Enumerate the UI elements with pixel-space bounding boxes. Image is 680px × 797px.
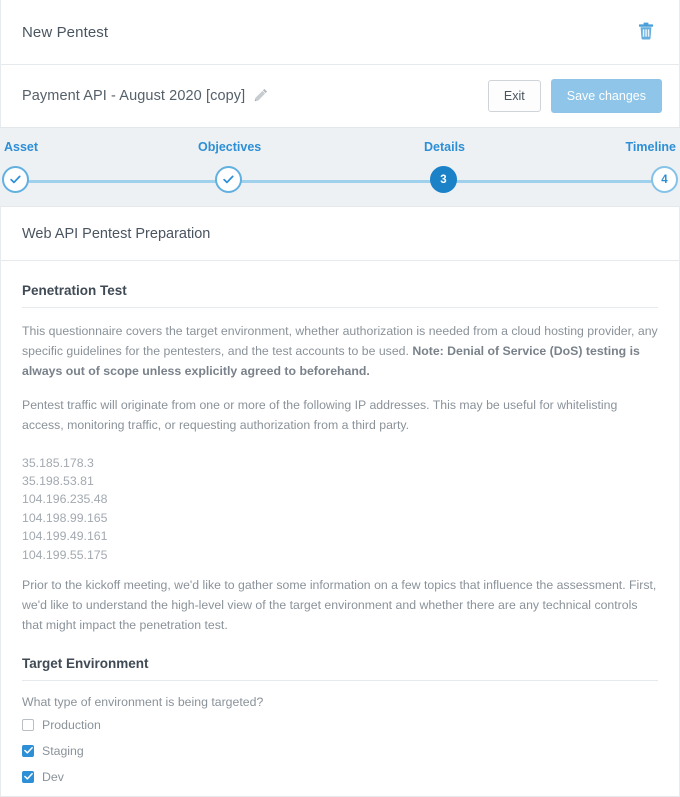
step-circle-details[interactable]	[430, 166, 457, 193]
step-circle-timeline[interactable]	[651, 166, 678, 193]
checkbox-label-staging[interactable]: Staging	[42, 743, 84, 758]
step-label-objectives[interactable]: Objectives	[198, 140, 262, 154]
checkbox-row-production[interactable]	[22, 718, 658, 732]
checkbox-staging[interactable]	[22, 745, 34, 757]
questionnaire-panel	[0, 206, 680, 797]
ip-intro-paragraph: Pentest traffic will originate from one or more of the following IP addresses. This may be useful for whitelisting access, monitoring traffic, or requesting authorization from a third party.	[22, 397, 618, 432]
stepper-labels	[2, 128, 678, 160]
intro-paragraph-note: Note: Denial of Service (DoS) testing is always out of scope unless explicitly agreed to beforehand.	[22, 343, 640, 378]
list-item: 104.196.235.48	[22, 492, 108, 507]
section-title-target-environment: Target Environment	[22, 650, 658, 681]
panel-header	[1, 207, 679, 261]
page-title: New Pentest	[22, 23, 109, 41]
step-circle-objectives[interactable]	[215, 166, 242, 193]
section-title-penetration-test: Penetration Test	[22, 277, 658, 308]
stepper-circles	[0, 166, 680, 196]
checkbox-label-dev[interactable]: Dev	[42, 769, 64, 784]
list-item: 35.185.178.3	[22, 455, 94, 470]
top-card	[0, 0, 680, 128]
environment-question: What type of environment is being targeted?	[22, 694, 264, 709]
checkbox-label-production[interactable]: Production	[42, 717, 101, 732]
check-icon	[24, 746, 33, 755]
intro-paragraph-plain: This questionnaire covers the target environment, whether authorization is needed from a cloud hosting provider, any specific guidelines for the pentesters, and the test accounts to be used.	[22, 324, 658, 358]
checkbox-dev[interactable]	[22, 771, 34, 783]
panel-title: Web API Pentest Preparation	[22, 225, 211, 242]
check-icon	[24, 772, 33, 781]
step-label-asset[interactable]: Asset	[4, 140, 39, 154]
step-label-details[interactable]: Details	[424, 140, 465, 154]
step-circle-timeline-number: 4	[661, 173, 668, 186]
check-icon	[223, 174, 234, 185]
pencil-icon	[254, 88, 268, 105]
kickoff-paragraph: Prior to the kickoff meeting, we'd like to gather some information on a few topics that influence the assessment. First, we'd like to understand the high-level view of the target environment and whether there are any technical controls that might impact the penetration test.	[22, 578, 657, 632]
intro-paragraph	[22, 322, 658, 382]
step-circle-asset[interactable]	[2, 166, 29, 193]
ip-address-list	[22, 450, 658, 565]
trash-icon	[638, 22, 654, 43]
edit-name-button[interactable]	[252, 87, 270, 105]
check-icon	[10, 174, 21, 185]
list-item: 104.199.49.161	[22, 529, 108, 544]
checkbox-production[interactable]	[22, 719, 34, 731]
step-circle-details-number: 3	[440, 173, 447, 186]
pentest-name: Payment API - August 2020 [copy]	[22, 88, 246, 104]
record-bar	[1, 65, 679, 127]
panel-body	[1, 261, 679, 784]
list-item: 35.198.53.81	[22, 473, 94, 488]
step-label-timeline[interactable]: Timeline	[625, 140, 676, 154]
save-changes-button[interactable]: Save changes	[551, 79, 662, 114]
delete-pentest-button[interactable]	[634, 20, 658, 44]
title-row	[1, 0, 679, 65]
exit-button[interactable]: Exit	[488, 80, 541, 113]
list-item: 104.199.55.175	[22, 547, 108, 562]
checkbox-row-dev[interactable]	[22, 770, 658, 784]
list-item: 104.198.99.165	[22, 510, 108, 525]
checkbox-row-staging[interactable]	[22, 744, 658, 758]
